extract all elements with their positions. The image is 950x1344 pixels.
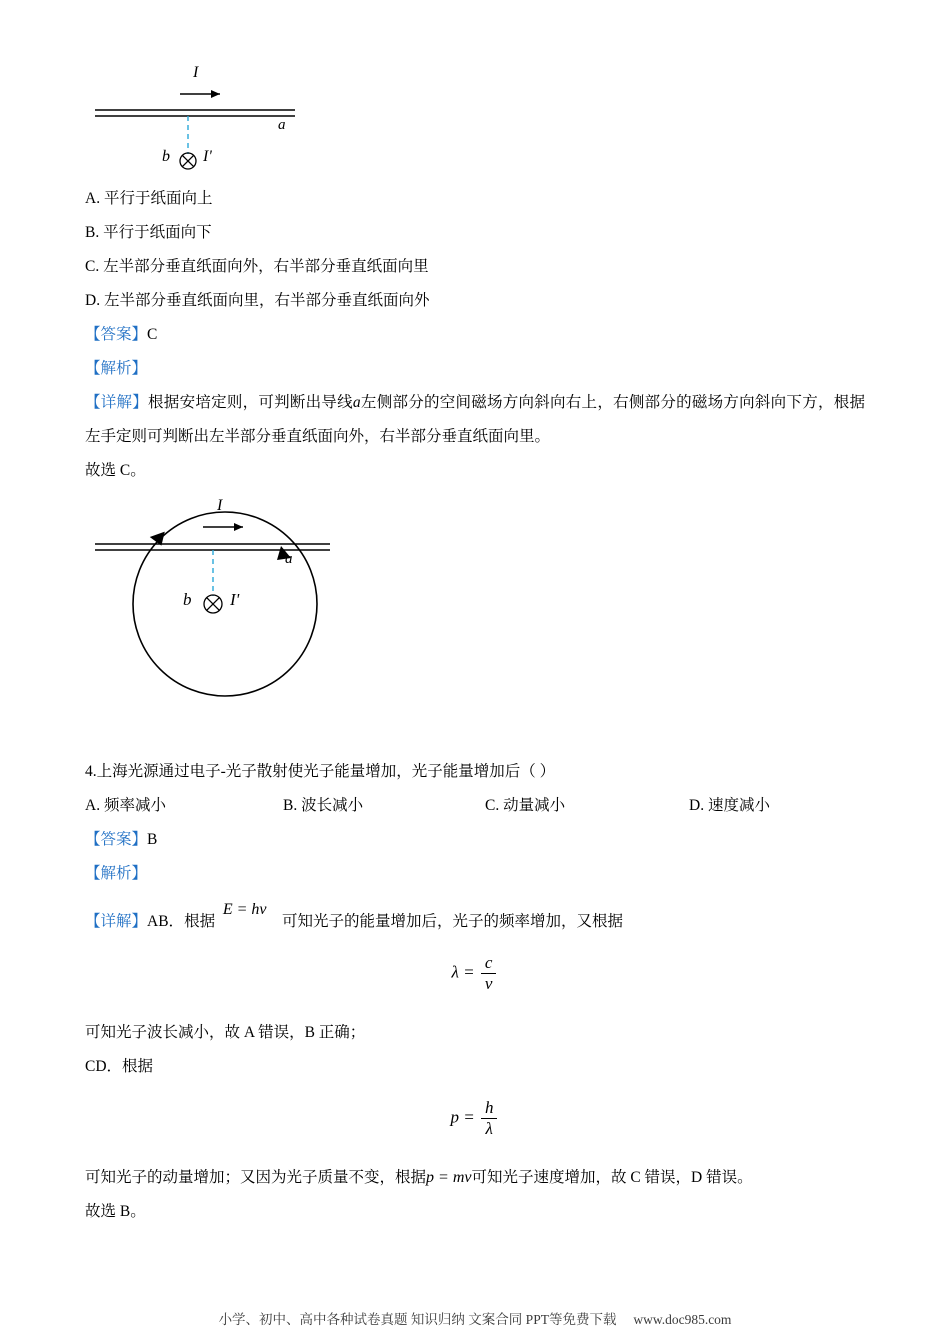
detail-conclusion-4: 故选 B。 <box>85 1203 146 1220</box>
formula-wavelength <box>85 953 865 994</box>
formula-wavelength-lhs: λ <box>451 962 459 982</box>
formula-momentum-numerator: h <box>481 1098 498 1119</box>
question-4-text: 上海光源通过电子-光子散射使光子能量增加，光子能量增加后（ ） <box>96 763 556 780</box>
formula-wavelength-fraction <box>481 953 497 994</box>
option-d: D. 左半部分垂直纸面向里，右半部分垂直纸面向外 <box>85 292 430 309</box>
detail-p-result-2: 可知光子速度增加，故 C 错误，D 错误。 <box>471 1169 753 1186</box>
detail-after-energy: 可知光子的能量增加后，光子的频率增加，又根据 <box>282 913 624 930</box>
q4-option-a: A. 频率减小 <box>85 797 166 814</box>
q4-option-d: D. 速度减小 <box>689 797 770 814</box>
figure2-current-prime-label: I' <box>230 590 240 609</box>
figure-straight-wire <box>85 48 865 178</box>
figure1-wire-label: a <box>278 117 286 133</box>
option-a: A. 平行于纸面向上 <box>85 190 213 207</box>
formula-pmv: p = mv <box>426 1169 472 1186</box>
formula-momentum-eq: = <box>463 1107 475 1127</box>
figure2-current-label: I <box>217 497 223 514</box>
formula-momentum <box>85 1098 865 1139</box>
detail-conclusion-3: 故选 C。 <box>85 462 146 479</box>
q4-option-c: C. 动量减小 <box>485 797 566 814</box>
formula-momentum-lhs: p <box>450 1107 459 1127</box>
detail-prefix-4: 【详解】 <box>85 913 148 930</box>
formula-momentum-denominator: λ <box>485 1119 493 1138</box>
detail-cd-label: CD．根据 <box>85 1058 154 1075</box>
footer <box>0 1308 950 1328</box>
formula-energy: E = hν <box>222 901 267 918</box>
spacer <box>85 719 865 755</box>
detail-prefix-3: 【详解】 <box>85 394 149 411</box>
detail-gen-text: 根据 <box>184 913 216 930</box>
formula-wavelength-eq: = <box>463 962 475 982</box>
formula-wavelength-numerator: c <box>481 953 497 974</box>
detail-text-3a: 根据安培定则，可判断出导线 <box>148 394 353 411</box>
question-4-options <box>85 789 865 823</box>
figure1-b-label: b <box>162 148 170 165</box>
detail-text-3b: 左侧部分的空间磁场方向斜向右上，右侧部分的磁场方向斜向下方，根据左手定则可判断出左半部分垂直纸面向外，右半部分垂直纸面向里。 <box>85 394 865 445</box>
figure1-current-label: I <box>193 64 199 81</box>
answer-line-4 <box>85 823 865 857</box>
answer-value-4: B <box>147 831 158 848</box>
analysis-label-3: 【解析】 <box>85 360 148 377</box>
footer-text: 小学、初中、高中各种试卷真题 知识归纳 文案合同 PPT等免费下载 <box>218 1312 617 1327</box>
option-b: B. 平行于纸面向下 <box>85 224 212 241</box>
answer-line-3 <box>85 318 865 352</box>
answer-prefix: 【答案】 <box>85 326 148 343</box>
figure1-current-prime-label: I' <box>203 148 212 165</box>
detail-paragraph-3 <box>85 386 865 454</box>
detail-lambda-result: 可知光子波长减小，故 A 错误，B 正确； <box>85 1024 366 1041</box>
footer-site: www.doc985.com <box>633 1312 732 1327</box>
detail-p-result-1: 可知光子的动量增加；又因为光子质量不变，根据 <box>85 1169 427 1186</box>
figure2-b-label: b <box>183 590 192 609</box>
figure-circle-wire <box>85 494 865 719</box>
figure2-wire-label: a <box>285 551 293 567</box>
option-c: C. 左半部分垂直纸面向外，右半部分垂直纸面向里 <box>85 258 429 275</box>
answer-value: C <box>147 326 158 343</box>
figure-straight-wire-svg <box>85 48 505 178</box>
detail-italic-a: a <box>352 394 361 411</box>
document-content <box>85 40 865 1229</box>
question-4-number: 4. <box>85 763 97 780</box>
figure-circle-wire-svg <box>85 494 555 719</box>
q4-option-b: B. 波长减小 <box>283 797 364 814</box>
analysis-label-4: 【解析】 <box>85 865 148 882</box>
question-4 <box>85 755 865 789</box>
answer-prefix-4: 【答案】 <box>85 831 148 848</box>
detail-ab-label: AB． <box>147 913 185 930</box>
detail-paragraph-4-ab <box>85 901 865 939</box>
formula-wavelength-denominator: ν <box>484 974 493 993</box>
detail-p-result <box>85 1161 865 1195</box>
formula-momentum-fraction <box>481 1098 498 1139</box>
